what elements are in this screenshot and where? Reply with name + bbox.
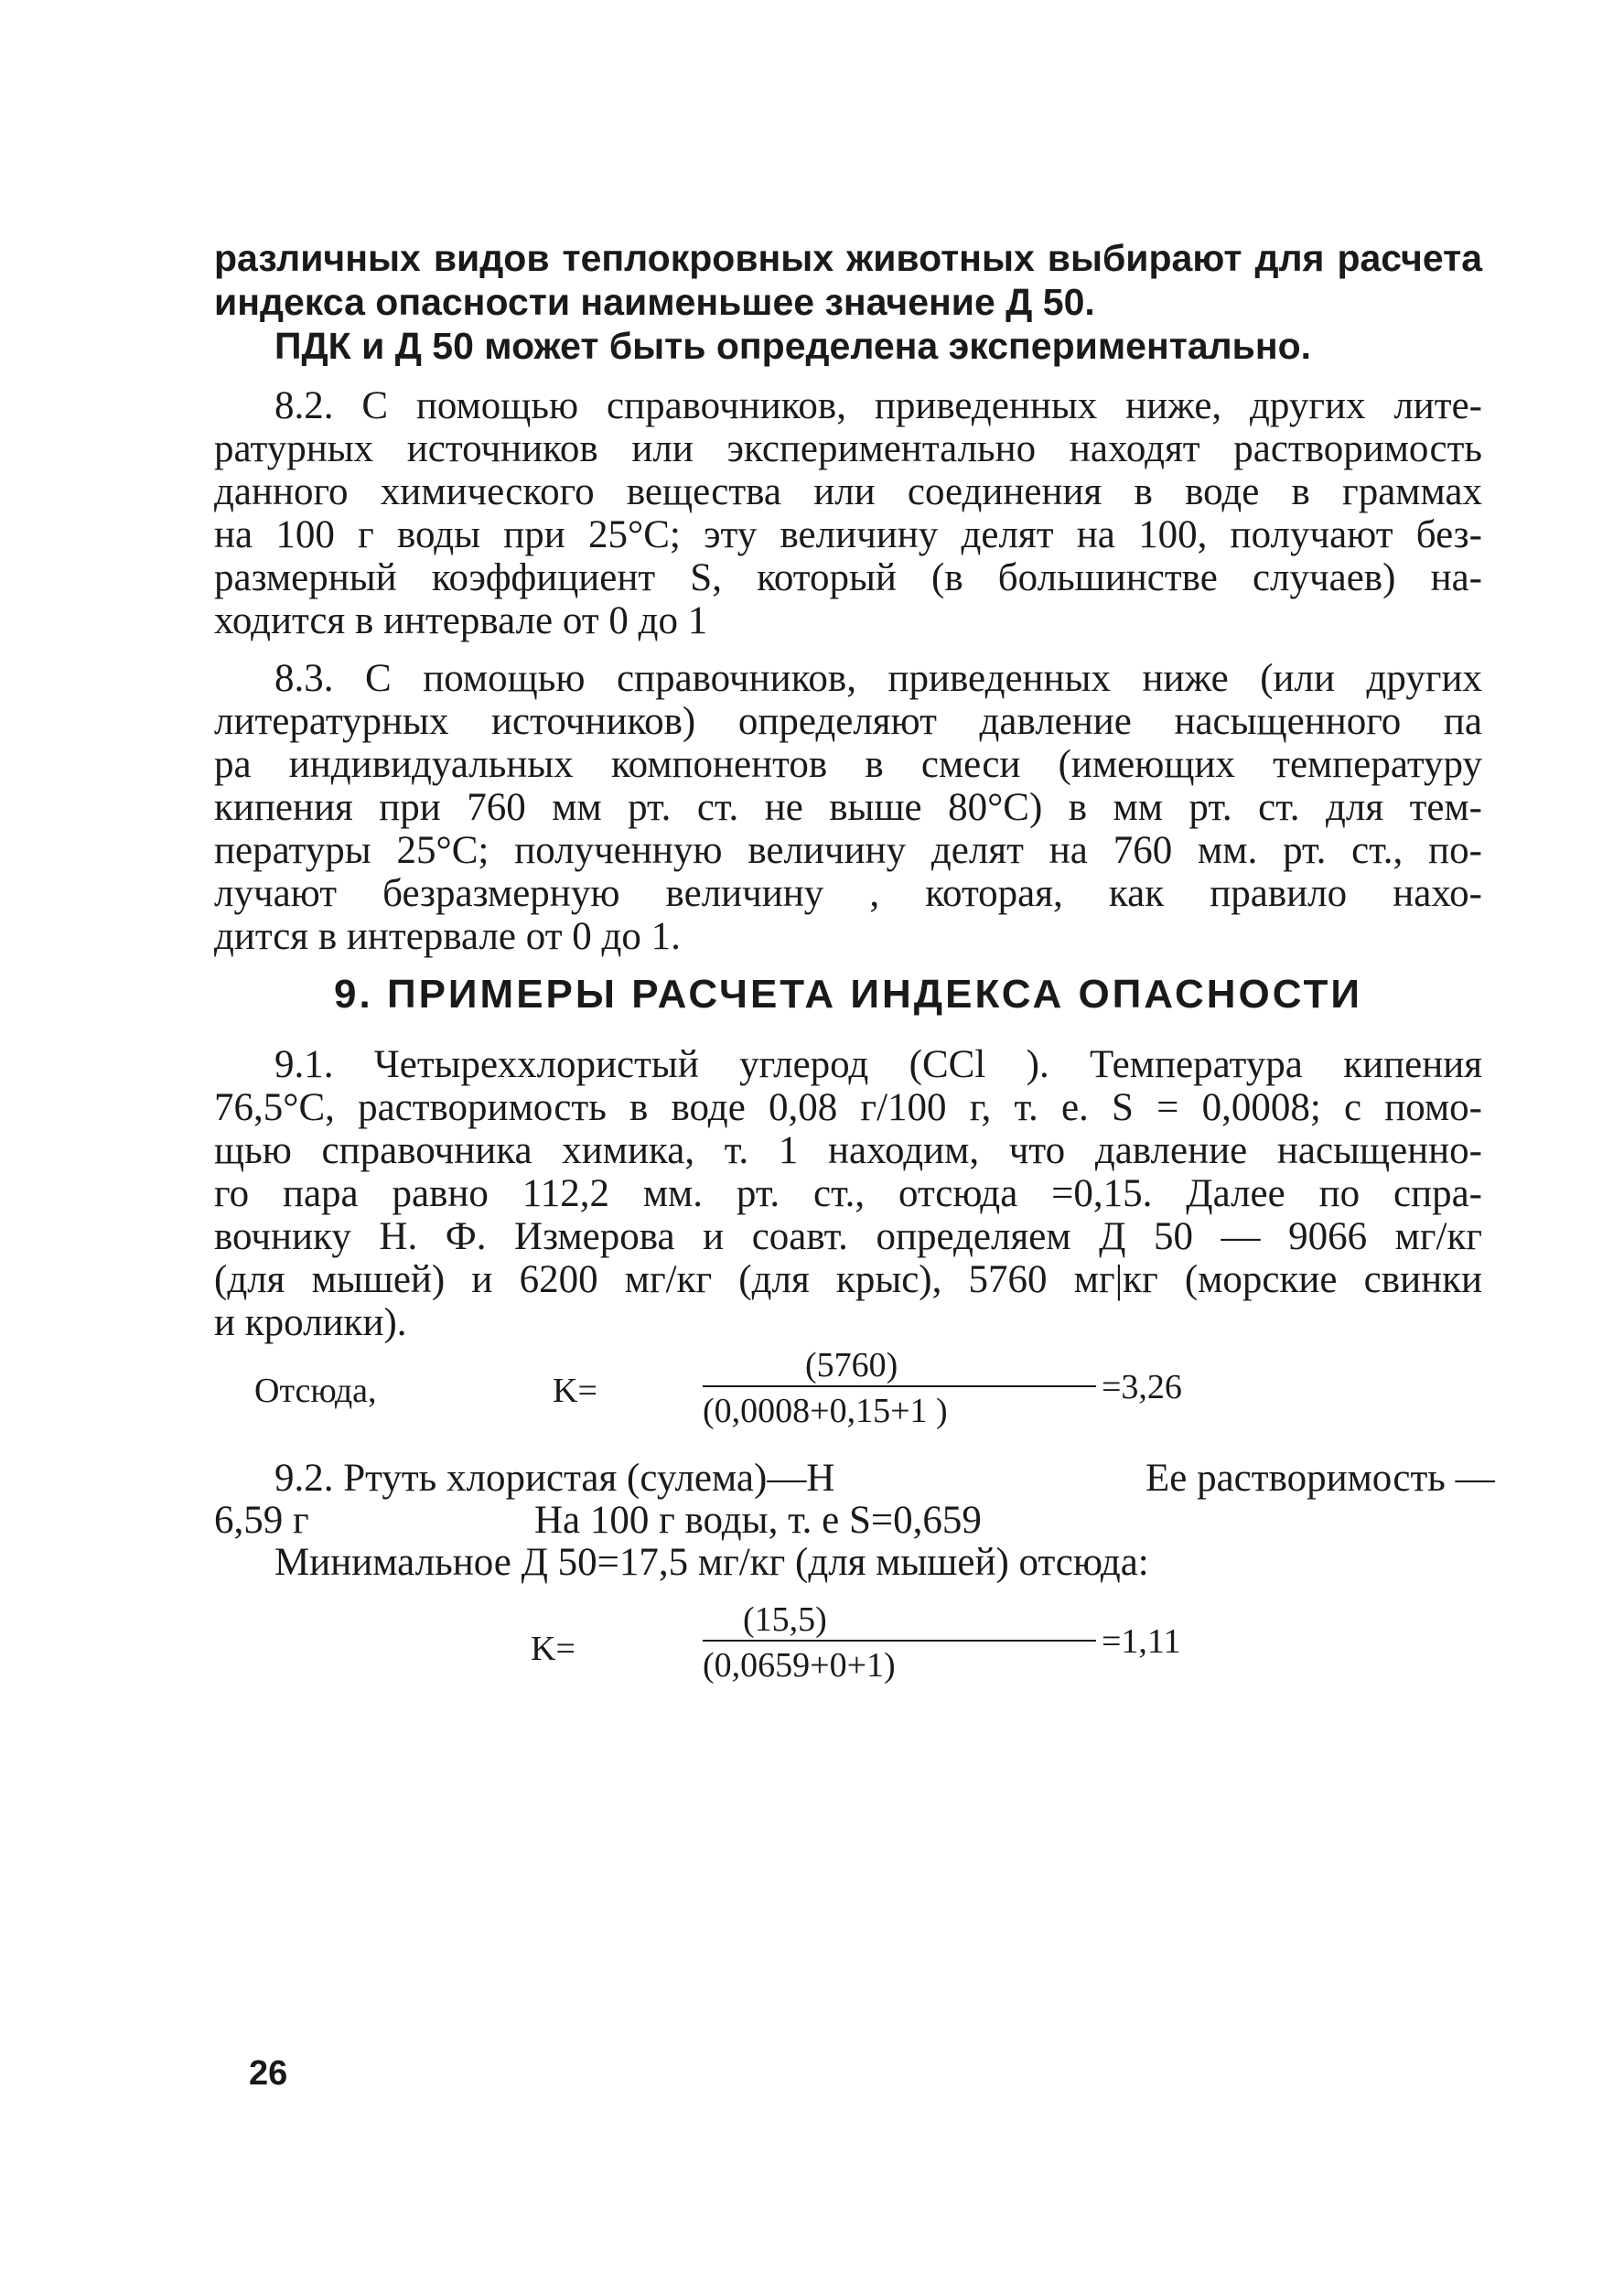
p92-line-1b: Ее растворимость — bbox=[1145, 1457, 1495, 1500]
intro-line-1: различных видов теплокровных животных выбирают для расчета bbox=[214, 237, 1482, 279]
p82-line-3: данного химического вещества или соединения в воде в граммах bbox=[214, 470, 1482, 513]
p91-line-7: и кролики). bbox=[214, 1301, 407, 1344]
intro-line-3: ПДК и Д 50 может быть определена экспериментально. bbox=[274, 325, 1312, 367]
p83-line-7: дится в интервале от 0 до 1. bbox=[214, 915, 681, 958]
formula-1-label: Отсюда, bbox=[254, 1372, 377, 1410]
formula-1-k: K= bbox=[553, 1372, 597, 1410]
p91-line-3: щью справочника химика, т. 1 находим, что давление насыщенно- bbox=[214, 1129, 1482, 1172]
p83-line-3: ра индивидуальных компонентов в смеси (имеющих температуру bbox=[214, 743, 1482, 786]
p83-line-2: литературных источников) определяют давление насыщенного па bbox=[214, 700, 1482, 743]
p91-line-1: 9.1. Четыреххлористый углерод (CCl ). Температура кипения bbox=[274, 1043, 1482, 1086]
p82-line-4: на 100 г воды при 25°С; эту величину делят на 100, получают без- bbox=[214, 513, 1482, 556]
p92-line-2b: На 100 г воды, т. е S=0,659 bbox=[534, 1499, 982, 1542]
p91-line-6: (для мышей) и 6200 мг/кг (для крыс), 5760 мг|кг (морские свинки bbox=[214, 1258, 1482, 1301]
p92-line-2a: 6,59 г bbox=[214, 1499, 309, 1542]
formula-2-result: =1,11 bbox=[1102, 1622, 1181, 1661]
p83-line-6: лучают безразмерную величину , которая, как правило нахо- bbox=[214, 872, 1482, 915]
p82-line-1: 8.2. С помощью справочников, приведенных ниже, других лите- bbox=[274, 384, 1482, 427]
formula-2-k: K= bbox=[531, 1630, 575, 1668]
formula-1-numerator: (5760) bbox=[805, 1346, 898, 1384]
p91-line-4: го пара равно 112,2 мм. рт. ст., отсюда =0,15. Далее по спра- bbox=[214, 1172, 1482, 1215]
p82-line-6: ходится в интервале от 0 до 1 bbox=[214, 599, 708, 642]
p91-line-2: 76,5°С, растворимость в воде 0,08 г/100 г, т. е. S = 0,0008; с помо- bbox=[214, 1086, 1482, 1129]
formula-1-denominator: (0,0008+0,15+1 ) bbox=[703, 1392, 948, 1430]
intro-line-2: индекса опасности наименьшее значение Д 50. bbox=[214, 281, 1095, 323]
page-number: 26 bbox=[249, 2054, 288, 2093]
p82-line-2: ратурных источников или экспериментально находят растворимость bbox=[214, 427, 1482, 470]
p83-line-1: 8.3. С помощью справочников, приведенных ниже (или других bbox=[274, 657, 1482, 700]
formula-2-denominator: (0,0659+0+1) bbox=[703, 1646, 896, 1685]
formula-1-result: =3,26 bbox=[1102, 1368, 1182, 1406]
p83-line-4: кипения при 760 мм рт. ст. не выше 80°С) в мм рт. ст. для тем- bbox=[214, 786, 1482, 829]
p91-line-5: вочнику Н. Ф. Измерова и соавт. определяем Д 50 — 9066 мг/кг bbox=[214, 1215, 1482, 1258]
section-heading: 9. ПРИМЕРЫ РАСЧЕТА ИНДЕКСА ОПАСНОСТИ bbox=[334, 972, 1362, 1017]
p82-line-5: размерный коэффициент S, который (в большинстве случаев) на- bbox=[214, 556, 1482, 599]
p92-line-3: Минимальное Д 50=17,5 мг/кг (для мышей) отсюда: bbox=[274, 1541, 1149, 1584]
p83-line-5: пературы 25°С; полученную величину делят на 760 мм. рт. ст., по- bbox=[214, 829, 1482, 872]
formula-2-numerator: (15,5) bbox=[743, 1600, 827, 1639]
p92-line-1a: 9.2. Ртуть хлористая (сулема)—H bbox=[274, 1457, 835, 1500]
formula-1-fraction-bar bbox=[703, 1385, 1096, 1387]
formula-2-fraction-bar bbox=[703, 1640, 1096, 1642]
